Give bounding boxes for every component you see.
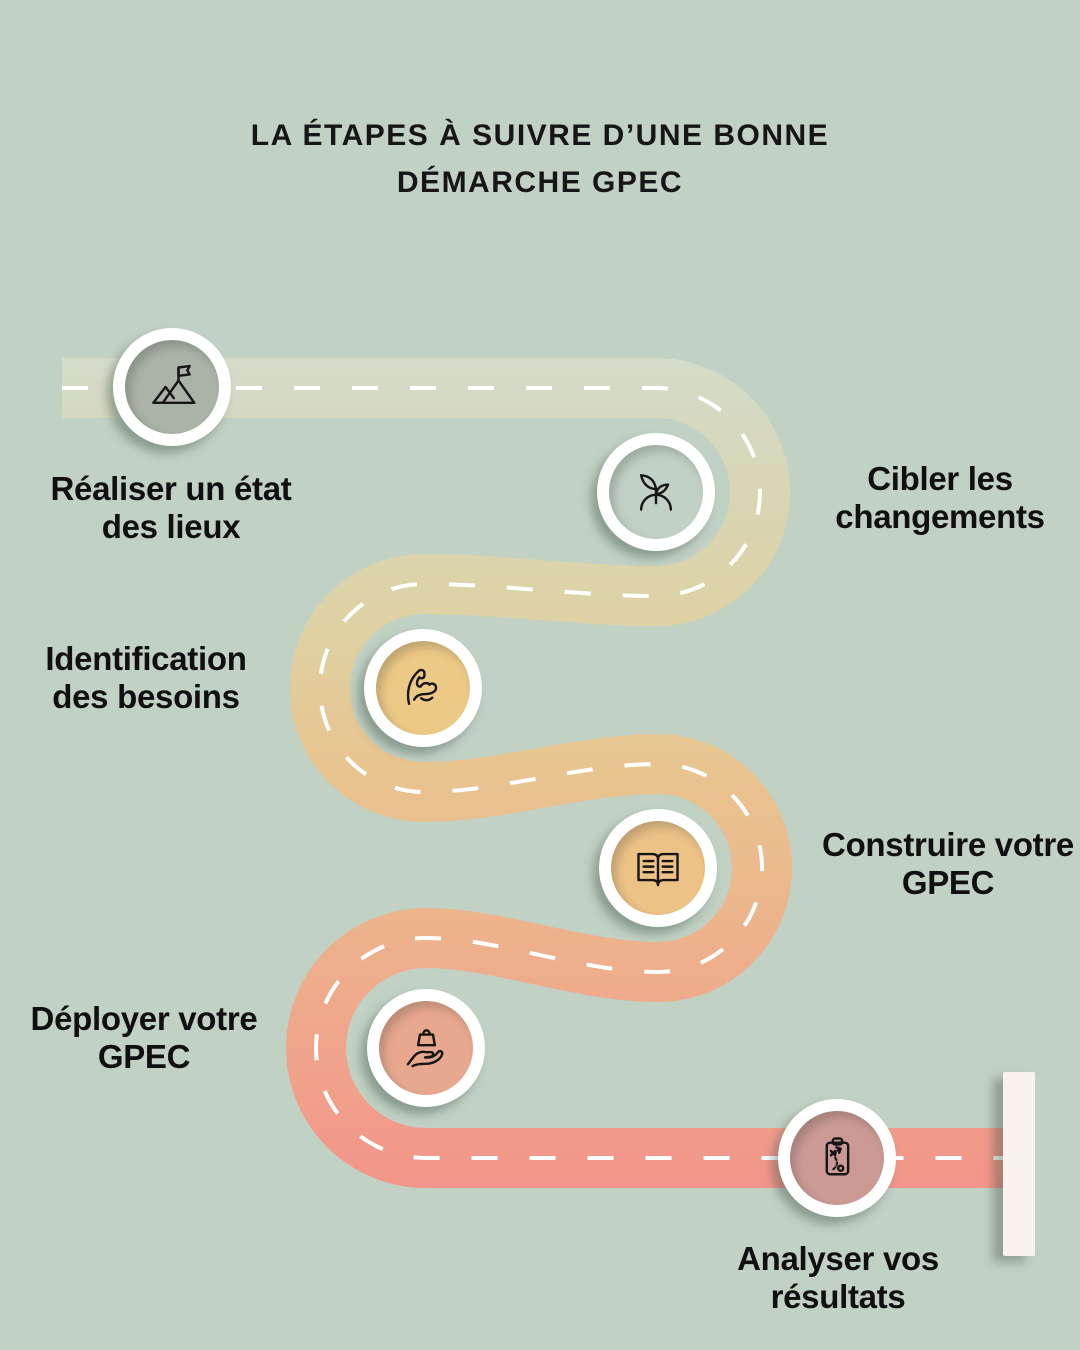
step-node-analyser bbox=[778, 1099, 896, 1217]
step-circle bbox=[125, 340, 219, 434]
step-label-line1: Déployer votre bbox=[30, 1000, 258, 1037]
muscle-arm-icon bbox=[397, 662, 449, 714]
step-node-construire bbox=[599, 809, 717, 927]
step-label-line1: Réaliser un état bbox=[50, 470, 292, 507]
page-title-line2: DÉMARCHE GPEC bbox=[396, 166, 684, 199]
page-title-line1: LA ÉTAPES À SUIVRE D’UNE BONNE bbox=[250, 119, 830, 152]
page-title bbox=[0, 112, 1080, 206]
strategy-clipboard-icon bbox=[811, 1132, 863, 1184]
step-node-deployer bbox=[367, 989, 485, 1107]
step-label-deployer bbox=[31, 1000, 258, 1076]
step-label-line2: GPEC bbox=[901, 864, 995, 901]
step-label-etat-des-lieux bbox=[51, 470, 292, 546]
step-label-line1: Cibler les bbox=[867, 460, 1013, 497]
step-label-cibler bbox=[835, 460, 1044, 536]
step-label-line2: des besoins bbox=[52, 678, 240, 715]
step-node-etat-des-lieux bbox=[113, 328, 231, 446]
step-label-construire bbox=[822, 826, 1074, 902]
seedling-icon bbox=[630, 466, 682, 518]
hand-offering-bag-icon bbox=[400, 1022, 452, 1074]
step-label-line2: des lieux bbox=[101, 508, 241, 545]
step-label-line1: Construire votre bbox=[822, 826, 1074, 863]
step-label-line2: changements bbox=[835, 498, 1045, 535]
step-label-line2: GPEC bbox=[97, 1038, 191, 1075]
open-book-icon bbox=[632, 842, 684, 894]
step-label-line2: résultats bbox=[770, 1278, 906, 1315]
finish-marker bbox=[1003, 1072, 1035, 1256]
step-circle bbox=[379, 1001, 473, 1095]
step-circle bbox=[611, 821, 705, 915]
step-circle bbox=[609, 445, 703, 539]
step-label-identification bbox=[45, 640, 246, 716]
step-label-line1: Analyser vos bbox=[737, 1240, 939, 1277]
step-circle bbox=[790, 1111, 884, 1205]
mountain-flag-icon bbox=[146, 361, 198, 413]
step-circle bbox=[376, 641, 470, 735]
step-node-cibler bbox=[597, 433, 715, 551]
step-label-analyser bbox=[737, 1240, 939, 1316]
step-label-line1: Identification bbox=[45, 640, 247, 677]
step-node-identification bbox=[364, 629, 482, 747]
